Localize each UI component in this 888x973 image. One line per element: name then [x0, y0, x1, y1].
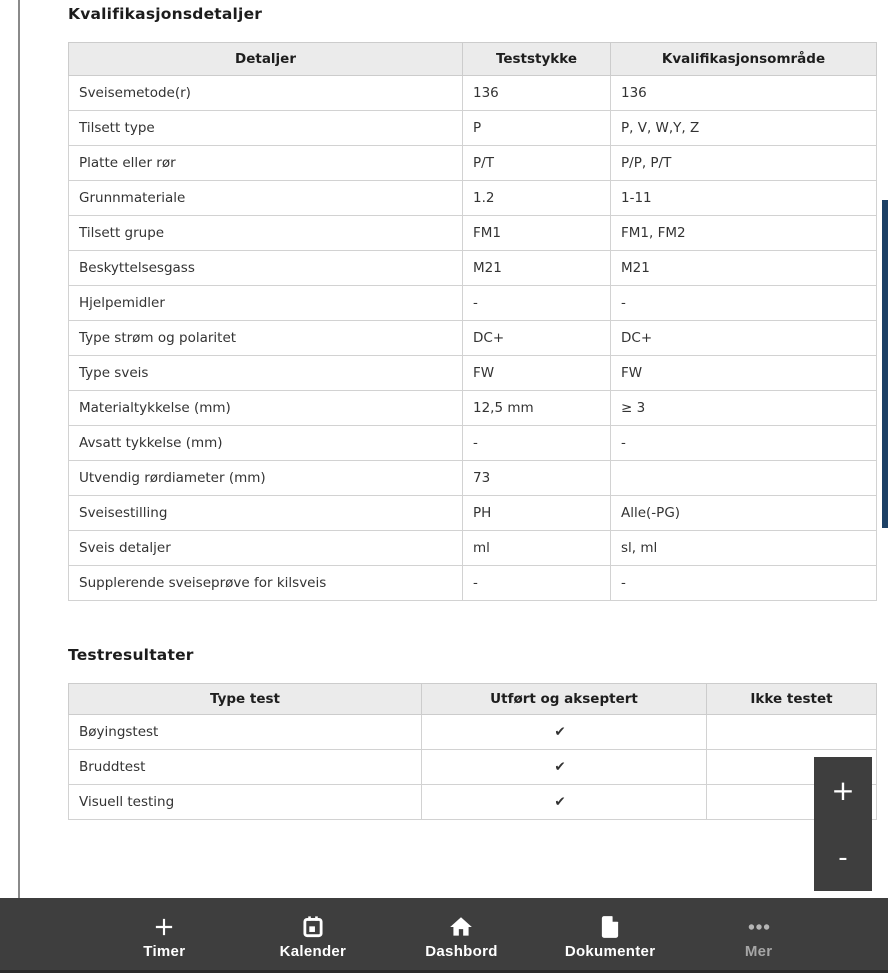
table-row — [69, 146, 877, 181]
table-cell: ≥ 3 — [611, 391, 877, 426]
table-cell: Bøyingstest — [69, 715, 422, 750]
table-row — [69, 426, 877, 461]
table-row — [69, 750, 877, 785]
nav-item-dokumenter[interactable] — [536, 898, 685, 970]
table-row — [69, 216, 877, 251]
table-cell: Platte eller rør — [69, 146, 463, 181]
table-row — [69, 461, 877, 496]
table-row — [69, 785, 877, 820]
nav-item-label: Timer — [143, 943, 186, 960]
column-header-utfort-og-akseptert: Utført og akseptert — [422, 684, 707, 715]
nav-item-label: Kalender — [279, 943, 347, 960]
table-cell: Grunnmateriale — [69, 181, 463, 216]
table-row — [69, 111, 877, 146]
calendar-icon — [300, 914, 326, 940]
table-cell — [707, 715, 877, 750]
table-cell: Hjelpemidler — [69, 286, 463, 321]
nav-item-timer[interactable] — [90, 898, 239, 970]
table-row — [69, 321, 877, 356]
results-section-title: Testresultater — [68, 646, 194, 664]
table-row — [69, 496, 877, 531]
table-cell: FM1 — [463, 216, 611, 251]
table-header-row — [69, 43, 877, 76]
table-cell: Avsatt tykkelse (mm) — [69, 426, 463, 461]
table-cell: Utvendig rørdiameter (mm) — [69, 461, 463, 496]
bottom-navigation-bar — [0, 898, 888, 973]
table-cell: - — [463, 286, 611, 321]
table-row — [69, 356, 877, 391]
table-cell: P/P, P/T — [611, 146, 877, 181]
table-cell: Materialtykkelse (mm) — [69, 391, 463, 426]
table-row — [69, 286, 877, 321]
table-cell: DC+ — [611, 321, 877, 356]
table-cell: Sveisestilling — [69, 496, 463, 531]
table-row — [69, 715, 877, 750]
table-row — [69, 531, 877, 566]
table-cell: sl, ml — [611, 531, 877, 566]
table-cell: Bruddtest — [69, 750, 422, 785]
zoom-out-button[interactable]: - — [814, 824, 872, 891]
table-cell: ✔ — [422, 715, 707, 750]
table-cell: FW — [611, 356, 877, 391]
column-header-detaljer: Detaljer — [69, 43, 463, 76]
nav-item-label: Dashbord — [425, 943, 498, 960]
table-cell: Type sveis — [69, 356, 463, 391]
qualification-table — [68, 42, 877, 601]
column-header-type-test: Type test — [69, 684, 422, 715]
column-header-ikke-testet: Ikke testet — [707, 684, 877, 715]
table-cell: Alle(-PG) — [611, 496, 877, 531]
nav-item-mer[interactable] — [684, 898, 833, 970]
table-cell: - — [463, 426, 611, 461]
table-cell: - — [463, 566, 611, 601]
table-cell: M21 — [611, 251, 877, 286]
nav-item-label: Mer — [744, 943, 773, 960]
table-cell: Tilsett type — [69, 111, 463, 146]
table-cell — [611, 461, 877, 496]
qualification-section-title: Kvalifikasjonsdetaljer — [68, 5, 263, 23]
table-row — [69, 181, 877, 216]
table-cell: ml — [463, 531, 611, 566]
table-cell: P — [463, 111, 611, 146]
column-header-kvalifikasjonsomrade: Kvalifikasjonsområde — [611, 43, 877, 76]
table-cell: 12,5 mm — [463, 391, 611, 426]
table-row — [69, 391, 877, 426]
zoom-controls — [814, 757, 872, 891]
table-cell: P/T — [463, 146, 611, 181]
table-cell: 1.2 — [463, 181, 611, 216]
table-cell: M21 — [463, 251, 611, 286]
table-cell: Supplerende sveiseprøve for kilsveis — [69, 566, 463, 601]
table-cell: Tilsett grupe — [69, 216, 463, 251]
table-cell: Type strøm og polaritet — [69, 321, 463, 356]
table-cell: 73 — [463, 461, 611, 496]
table-cell: ✔ — [422, 750, 707, 785]
nav-item-label: Dokumenter — [564, 943, 656, 960]
results-table — [68, 683, 877, 820]
table-cell: PH — [463, 496, 611, 531]
table-cell: Sveis detaljer — [69, 531, 463, 566]
table-cell: Sveisemetode(r) — [69, 76, 463, 111]
table-cell: 136 — [611, 76, 877, 111]
table-header-row — [69, 684, 877, 715]
table-cell: FM1, FM2 — [611, 216, 877, 251]
table-cell: 1-11 — [611, 181, 877, 216]
zoom-in-button[interactable]: + — [814, 757, 872, 824]
table-cell: ✔ — [422, 785, 707, 820]
left-divider-line — [18, 0, 20, 898]
column-header-teststykke: Teststykke — [463, 43, 611, 76]
table-row — [69, 76, 877, 111]
table-cell: - — [611, 426, 877, 461]
table-cell: 136 — [463, 76, 611, 111]
table-row — [69, 251, 877, 286]
nav-item-dashbord[interactable] — [387, 898, 536, 970]
table-cell: Beskyttelsesgass — [69, 251, 463, 286]
table-row — [69, 566, 877, 601]
home-icon — [448, 914, 474, 940]
document-icon — [597, 914, 623, 940]
table-cell: - — [611, 286, 877, 321]
plus-icon — [151, 914, 177, 940]
table-cell: DC+ — [463, 321, 611, 356]
more-dots-icon — [746, 914, 772, 940]
table-cell: - — [611, 566, 877, 601]
table-cell: FW — [463, 356, 611, 391]
vertical-scrollbar-thumb[interactable] — [882, 200, 888, 528]
table-cell: Visuell testing — [69, 785, 422, 820]
nav-item-kalender[interactable] — [239, 898, 388, 970]
table-cell: P, V, W,Y, Z — [611, 111, 877, 146]
